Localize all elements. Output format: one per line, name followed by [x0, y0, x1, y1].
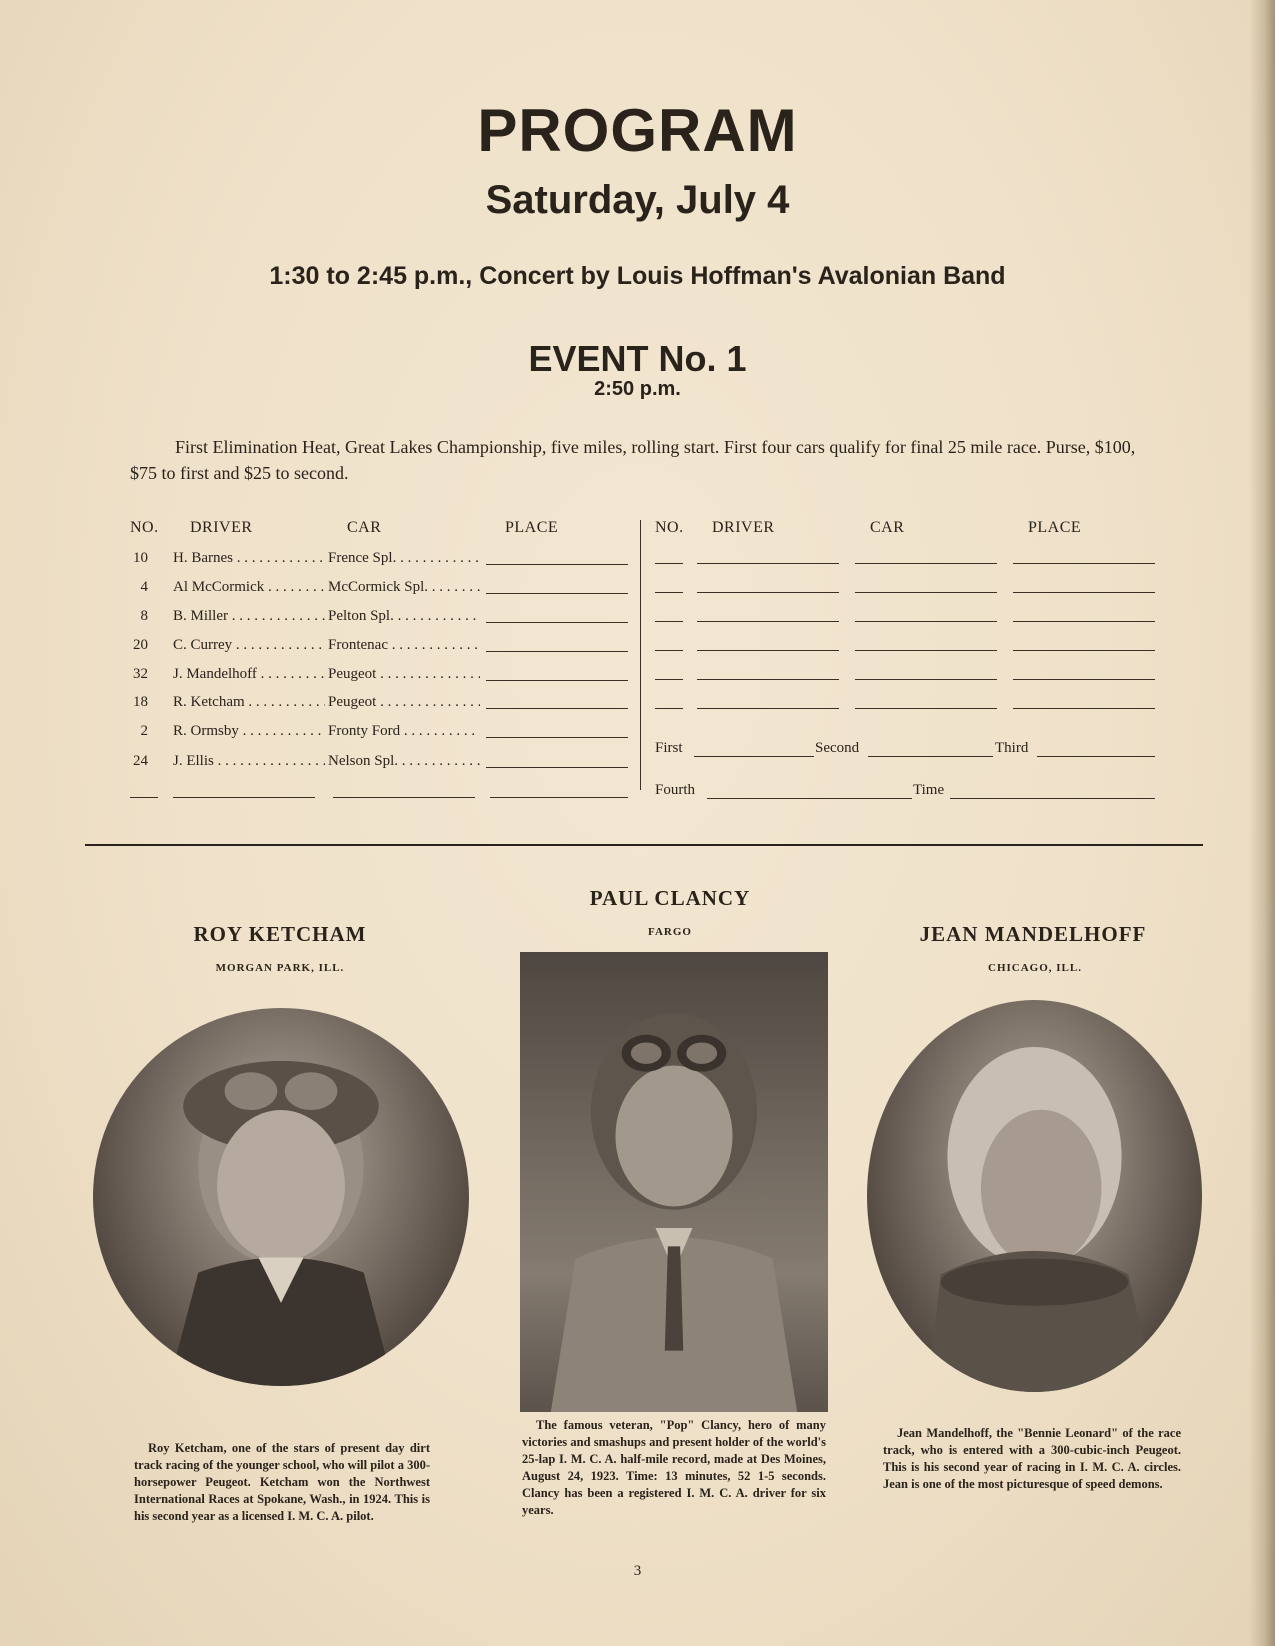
header-place: PLACE [505, 519, 559, 536]
first-blank [694, 756, 814, 757]
entry-row [128, 547, 628, 569]
entry-driver: R. Ormsby . . . [173, 720, 325, 742]
entry-driver: J. Mandelhoff . . . [173, 663, 325, 685]
entry-place-blank [486, 622, 628, 623]
entry-driver: H. Barnes . . . [173, 547, 325, 569]
driver-location-clancy: FARGO [648, 926, 692, 938]
blank-line [130, 797, 158, 798]
header-car-right: CAR [870, 519, 905, 536]
table-divider [640, 520, 641, 790]
fourth-label: Fourth [655, 782, 696, 798]
program-date: Saturday, July 4 [485, 178, 790, 222]
third-blank [1037, 756, 1155, 757]
entry-place-blank [486, 767, 628, 768]
blank-line [490, 797, 628, 798]
entry-number: 2 [140, 723, 148, 739]
entry-number: 18 [133, 694, 148, 710]
entry-number: 4 [140, 579, 148, 595]
header-driver: DRIVER [190, 519, 253, 536]
entry-number: 24 [133, 753, 148, 769]
entry-car: Frontenac . . . [328, 634, 480, 656]
time-label: Time [913, 782, 945, 798]
entry-car: Nelson Spl. . . . [328, 750, 480, 772]
entry-driver: R. Ketcham . . . [173, 691, 325, 713]
entry-row [128, 634, 628, 656]
entry-place-blank [486, 564, 628, 565]
header-place-right: PLACE [1028, 519, 1082, 536]
entry-number: 20 [133, 637, 148, 653]
second-blank [868, 756, 993, 757]
time-blank [950, 798, 1155, 799]
section-divider [85, 844, 1203, 846]
entry-car: Frence Spl. . . . [328, 547, 480, 569]
event-time: 2:50 p.m. [594, 378, 681, 400]
header-no: NO. [130, 519, 159, 536]
driver-name-ketcham: ROY KETCHAM [193, 922, 367, 946]
concert-line: 1:30 to 2:45 p.m., Concert by Louis Hoffman's Avalonian Band [269, 262, 1006, 290]
blank-line [333, 797, 475, 798]
entry-place-blank [486, 593, 628, 594]
entry-place-blank [486, 708, 628, 709]
first-label: First [655, 740, 683, 756]
entry-number: 10 [133, 550, 148, 566]
third-label: Third [995, 740, 1029, 756]
driver-location-ketcham: MORGAN PARK, ILL. [215, 962, 345, 974]
entry-place-blank [486, 651, 628, 652]
header-car: CAR [347, 519, 382, 536]
page-edge-shadow [1249, 0, 1275, 1646]
entry-driver: C. Currey . . . [173, 634, 325, 656]
caption-ketcham: Roy Ketcham, one of the stars of present day dirt track racing of the younger school, who will pilot a 300-horsepower Peugeot. Ketcham won the Northwest International Races at Spokane, Wash., in 1924. This is his second year as a licensed I. M. C. A. pilot. [134, 1441, 430, 1523]
photo-jean-mandelhoff [867, 1000, 1202, 1392]
entry-car: Peugeot . . . [328, 691, 480, 713]
event-description: First Elimination Heat, Great Lakes Championship, five miles, rolling start. First four cars qualify for final 25 mile race. Purse, $100, $75 to first and $25 to second. [130, 437, 1136, 483]
entry-driver: J. Ellis . . . [173, 750, 325, 772]
entry-number: 32 [133, 666, 148, 682]
fourth-blank [707, 798, 912, 799]
entry-number: 8 [140, 608, 148, 624]
event-title: EVENT No. 1 [528, 338, 747, 379]
header-driver-right: DRIVER [712, 519, 775, 536]
photo-roy-ketcham [93, 1008, 469, 1386]
entry-car: Pelton Spl. . . . [328, 605, 480, 627]
caption-clancy: The famous veteran, "Pop" Clancy, hero of many victories and smashups and present holder of the world's 25-lap I. M. C. A. half-mile record, made at Des Moines, August 24, 1923. Time: 13 minutes, 52 1-5 seconds. Clancy has been a registered I. M. C. A. driver for six years. [522, 1418, 826, 1517]
entry-place-blank [486, 680, 628, 681]
caption-mandelhoff: Jean Mandelhoff, the "Bennie Leonard" of the race track, who is entered with a 300-cubic-inch Peugeot. This is his second year of racing in I. M. C. A. circles. Jean is one of the most picturesque of speed demons. [883, 1426, 1181, 1491]
entry-driver: Al McCormick . . . [173, 576, 325, 598]
photo-paul-clancy [520, 952, 828, 1412]
driver-location-mandelhoff: CHICAGO, ILL. [988, 962, 1082, 974]
entry-car: Peugeot . . . [328, 663, 480, 685]
driver-name-mandelhoff: JEAN MANDELHOFF [919, 922, 1147, 946]
second-label: Second [815, 740, 860, 756]
header-no-right: NO. [655, 519, 684, 536]
entry-row [128, 750, 628, 772]
driver-name-clancy: PAUL CLANCY [589, 886, 751, 910]
entry-place-blank [486, 737, 628, 738]
entry-row [128, 663, 628, 685]
entry-car: Fronty Ford . . . [328, 720, 480, 742]
blank-line [173, 797, 315, 798]
entry-row [128, 691, 628, 713]
entry-driver: B. Miller . . . [173, 605, 325, 627]
page-title: PROGRAM [477, 97, 798, 164]
entry-row [128, 605, 628, 627]
entry-row [128, 576, 628, 598]
entry-car: McCormick Spl. . . . [328, 576, 480, 598]
entry-row [128, 720, 628, 742]
page-number: 3 [633, 1563, 642, 1579]
